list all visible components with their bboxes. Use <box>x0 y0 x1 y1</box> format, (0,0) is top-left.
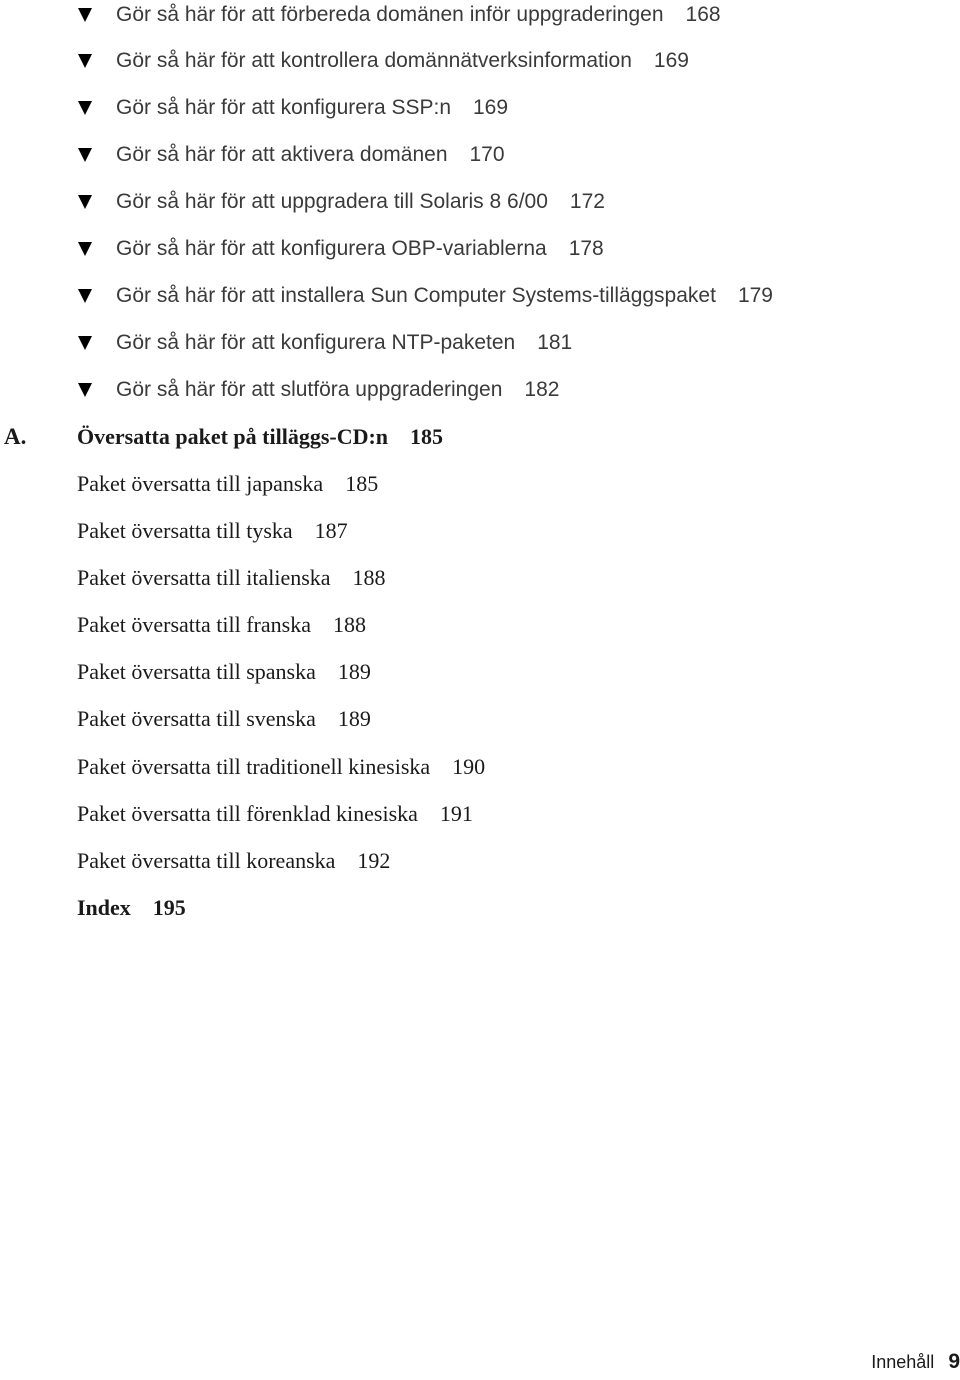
appendix-entry-page-number: 188 <box>352 565 386 590</box>
procedure-title-line <box>116 93 508 123</box>
appendix-letter: A. <box>4 424 27 449</box>
down-triangle-bullet-icon <box>78 242 92 256</box>
appendix-heading[interactable] <box>0 422 960 452</box>
page-footer <box>760 1350 960 1380</box>
procedure-title-line <box>116 234 604 264</box>
procedure-title: Gör så här för att installera Sun Computer Systems-tilläggspaket <box>116 284 716 307</box>
procedure-page-number: 179 <box>737 284 773 307</box>
down-triangle-bullet-icon <box>78 383 92 397</box>
down-triangle-bullet-icon <box>78 195 92 209</box>
appendix-entry[interactable] <box>77 657 371 687</box>
procedure-page-number: 181 <box>537 331 573 354</box>
appendix-entry[interactable] <box>77 704 371 734</box>
appendix-entry[interactable] <box>77 516 348 546</box>
appendix-entry-title: Paket översatta till svenska <box>77 706 316 731</box>
procedure-title-line <box>116 0 721 30</box>
procedure-title-line <box>116 328 572 358</box>
appendix-title-line <box>77 422 443 452</box>
index-title: Index <box>77 895 131 920</box>
procedure-page-number: 172 <box>569 190 605 213</box>
procedure-title: Gör så här för att konfigurera NTP-paketen <box>116 331 516 354</box>
footer-section-label: Innehåll <box>871 1352 935 1372</box>
appendix-entry[interactable] <box>77 563 386 593</box>
appendix-entry-title: Paket översatta till traditionell kinesiska <box>77 754 431 779</box>
appendix-entry-page-number: 189 <box>337 659 371 684</box>
appendix-entry-title: Paket översatta till italienska <box>77 565 331 590</box>
procedure-page-number: 168 <box>685 3 721 26</box>
appendix-entry-page-number: 190 <box>452 754 486 779</box>
appendix-entry-title: Paket översatta till förenklad kinesiska <box>77 801 418 826</box>
procedure-page-number: 170 <box>469 143 505 166</box>
appendix-entry-page-number: 188 <box>332 612 366 637</box>
appendix-entry-page-number: 187 <box>314 518 348 543</box>
down-triangle-bullet-icon <box>78 101 92 115</box>
procedure-page-number: 169 <box>653 49 689 72</box>
down-triangle-bullet-icon <box>78 54 92 68</box>
appendix-entry[interactable] <box>77 752 485 782</box>
procedure-title-line <box>116 187 605 217</box>
appendix-entry-page-number: 191 <box>439 801 473 826</box>
down-triangle-bullet-icon <box>78 289 92 303</box>
down-triangle-bullet-icon <box>78 148 92 162</box>
appendix-entry-title: Paket översatta till japanska <box>77 471 324 496</box>
procedure-title: Gör så här för att konfigurera SSP:n <box>116 96 451 119</box>
procedure-title-line <box>116 281 773 311</box>
index-entry[interactable] <box>77 893 186 923</box>
procedure-title-line <box>116 375 559 405</box>
appendix-entry[interactable] <box>77 610 366 640</box>
appendix-entry-page-number: 185 <box>345 471 379 496</box>
procedure-title: Gör så här för att förbereda domänen inför uppgraderingen <box>116 3 664 26</box>
appendix-entry-title: Paket översatta till tyska <box>77 518 293 543</box>
index-page-number: 195 <box>152 895 186 920</box>
procedure-page-number: 178 <box>568 237 604 260</box>
procedure-title: Gör så här för att aktivera domänen <box>116 143 448 166</box>
appendix-entry[interactable] <box>77 799 473 829</box>
procedure-page-number: 169 <box>473 96 509 119</box>
appendix-entry-title: Paket översatta till spanska <box>77 659 316 684</box>
procedure-title-line <box>116 46 689 76</box>
procedure-title: Gör så här för att kontrollera domännätverksinformation <box>116 49 632 72</box>
appendix-entry-page-number: 192 <box>357 848 391 873</box>
down-triangle-bullet-icon <box>78 336 92 350</box>
appendix-entry[interactable] <box>77 469 378 499</box>
procedure-page-number: 182 <box>524 378 560 401</box>
procedure-title-line <box>116 140 505 170</box>
procedure-title: Gör så här för att uppgradera till Solaris 8 6/00 <box>116 190 548 213</box>
appendix-page-number: 185 <box>410 424 444 449</box>
appendix-entry-page-number: 189 <box>337 706 371 731</box>
procedure-title: Gör så här för att konfigurera OBP-variablerna <box>116 237 547 260</box>
appendix-entry-title: Paket översatta till franska <box>77 612 311 637</box>
appendix-entry-title: Paket översatta till koreanska <box>77 848 336 873</box>
appendix-title: Översatta paket på tilläggs-CD:n <box>77 424 389 449</box>
footer-page-number: 9 <box>948 1350 960 1373</box>
procedure-title: Gör så här för att slutföra uppgraderingen <box>116 378 503 401</box>
appendix-entry[interactable] <box>77 846 390 876</box>
down-triangle-bullet-icon <box>78 8 92 22</box>
